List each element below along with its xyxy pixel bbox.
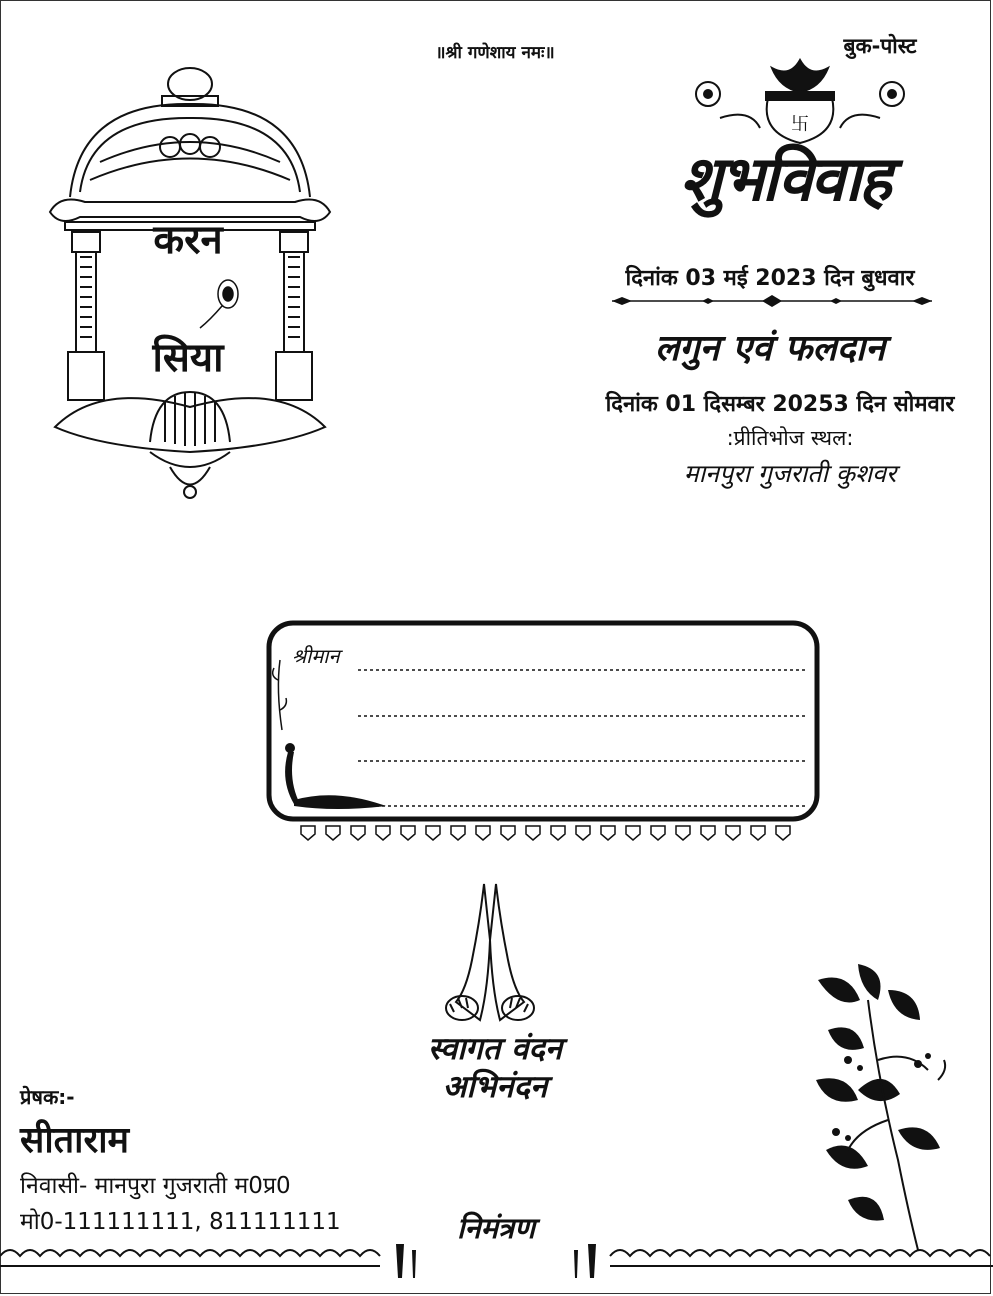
venue-label: :प्रीतिभोज स्थल:	[726, 426, 854, 450]
wedding-title: शुभविवाह	[680, 142, 890, 215]
mandap-illustration	[40, 62, 340, 507]
venue-name: मानपुरा गुजराती कुशवर	[683, 459, 897, 488]
groom-name: करन	[153, 217, 223, 263]
namaste-hands-icon	[436, 880, 546, 1030]
address-box	[266, 620, 822, 846]
welcome-text	[390, 1030, 600, 1106]
bride-name: सिया	[152, 335, 224, 381]
sender-phone: मो0-111111111, 811111111	[20, 1209, 341, 1235]
wedding-date: दिनांक 03 मई 2023 दिन बुधवार	[625, 266, 915, 291]
invocation-text: ॥श्री गणेशाय नमः॥	[435, 43, 555, 63]
lagun-date: दिनांक 01 दिसम्बर 20253 दिन सोमवार	[605, 392, 955, 417]
book-post-label: बुक-पोस्ट	[843, 34, 917, 58]
sender-name: सीताराम	[20, 1120, 130, 1161]
floral-branch-icon	[808, 960, 968, 1260]
svg-text:卐: 卐	[791, 114, 809, 135]
welcome-line-1: स्वागत वंदन	[427, 1031, 563, 1067]
sender-address: निवासी- मानपुरा गुजराती म0प्र0	[20, 1173, 291, 1199]
footer-title: निमंत्रण	[457, 1211, 535, 1245]
address-salutation: श्रीमान	[292, 644, 340, 668]
welcome-line-2: अभिनंदन	[442, 1069, 548, 1105]
sender-label: प्रेषक:-	[20, 1085, 75, 1109]
divider-ornament	[612, 294, 932, 308]
lagun-title: लगुन एवं फलदान	[654, 327, 886, 369]
